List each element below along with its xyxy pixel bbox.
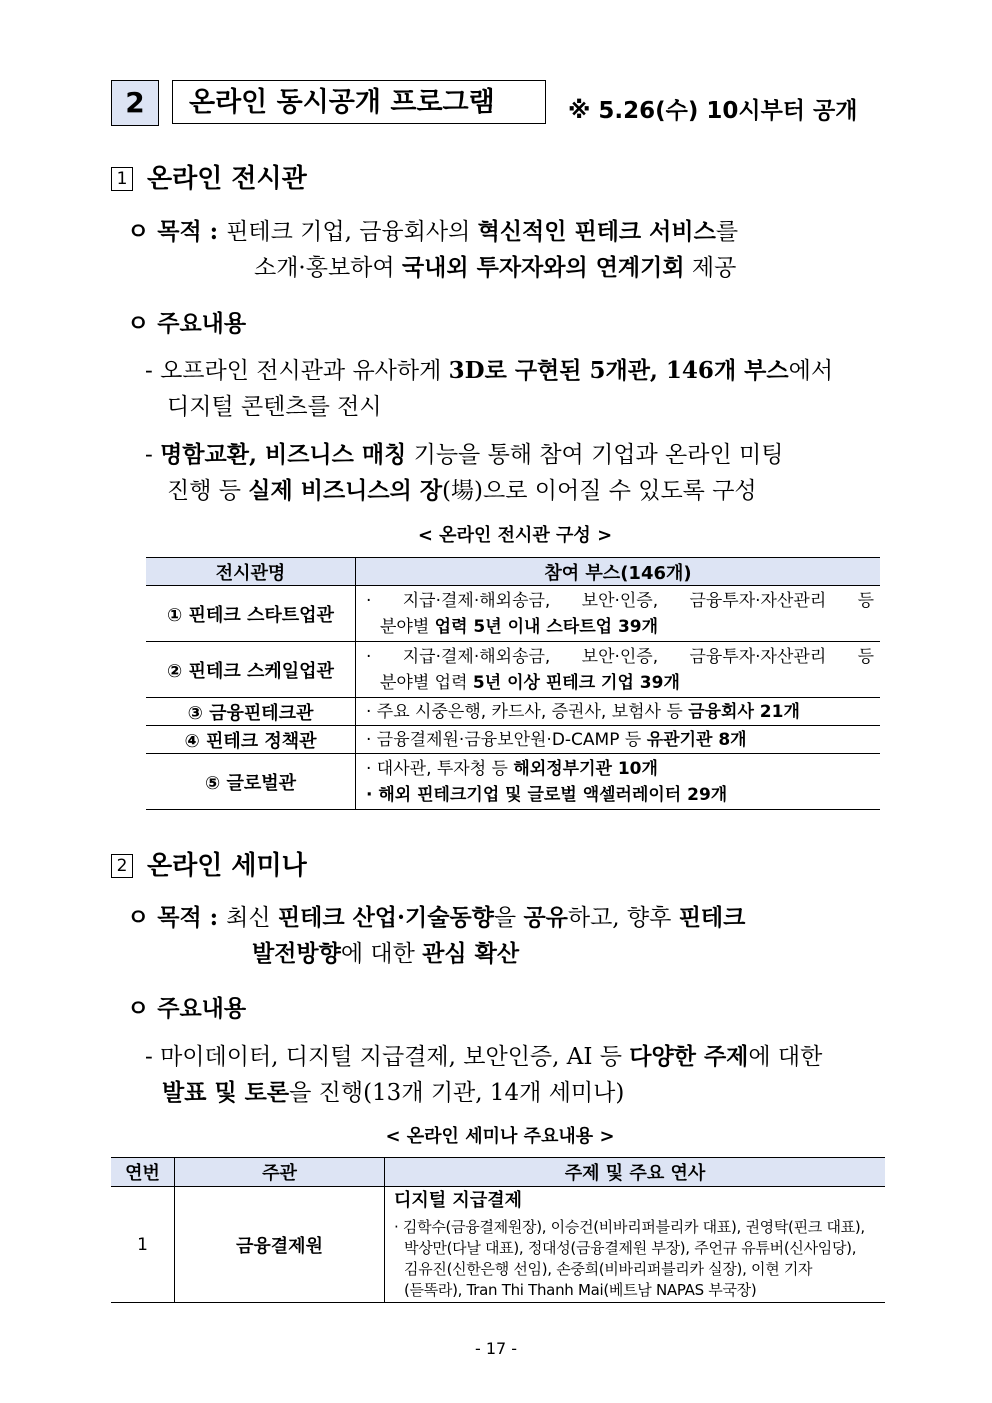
desc-line: · 지급·결제·해외송금, 보안·인증, 금융투자·자산관리 등 [366,590,874,611]
table-row [146,754,880,810]
subsection-number-box: 2 [111,854,133,878]
emphasis-text: 5년 이상 핀테크 기업 39개 [472,672,680,693]
section-number: 2 [125,86,145,119]
subsection-exhibition-heading [111,158,307,195]
subsection-number-box: 1 [111,167,133,191]
emphasis-text: 명함교환, 비즈니스 매칭 [160,441,407,468]
exhibition-purpose-line2 [254,249,736,282]
table-row [146,698,880,726]
exhibition-detail2-line2 [167,472,757,505]
speaker-line: (듣똑라), Tran Thi Thanh Mai(베트남 NAPAS 부국장) [404,1281,757,1299]
text-span: · 대사관, 투자청 등 [366,758,514,779]
desc-line: · 지급·결제·해외송금, 보안·인증, 금융투자·자산관리 등 [366,646,874,667]
table-header-no: 연번 [111,1158,175,1187]
table-row [146,586,880,642]
subsection-title: 온라인 전시관 [147,164,307,194]
seminar-number: 1 [111,1187,175,1303]
text-span: 핀테크 기업, 금융회사의 [226,219,478,245]
speaker-line: · 김학수(금융결제원장), 이승건(비바리퍼블리카 대표), 권영탁(핀크 대표), [394,1218,865,1236]
text-span: 소개·홍보하여 [254,255,402,281]
text-span: 최신 [226,905,278,931]
emphasis-text: 국내외 투자자와의 연계기회 [401,254,685,281]
text-span: (場)으로 이어질 수 있도록 구성 [442,478,757,504]
section-number-box [111,80,159,126]
page-number: - 17 - [474,1339,518,1358]
text-span: 을 [493,905,524,931]
hall-name: ⑤ 글로벌관 [146,754,356,810]
exhibition-detail1-line1 [145,352,833,385]
purpose-label: ㅇ 목적 : [127,904,227,931]
hall-description [356,642,881,698]
text-span: 에 대한 [340,941,423,967]
desc-line [366,756,874,782]
emphasis-text: 다양한 주제 [629,1043,749,1070]
emphasis-text: 업력 5년 이내 스타트업 39개 [434,616,659,637]
subsection-seminar-heading [111,845,307,882]
text-span: 진행 등 [167,478,249,504]
table-row [146,642,880,698]
hall-description [356,726,881,754]
hall-name: ③ 금융핀테크관 [146,698,356,726]
speaker-line: 김유진(신한은행 선임), 손중희(비바리퍼블리카 실장), 이현 기자 [404,1260,813,1278]
seminar-topic: 디지털 지급결제 [394,1190,522,1211]
hall-description [356,698,881,726]
hall-description [356,754,881,810]
seminar-purpose-line2 [252,935,519,968]
text-span: 기능을 통해 참여 기업과 온라인 미팅 [406,442,784,468]
seminar-purpose-line1 [127,899,745,932]
purpose-label: ㅇ 목적 : [127,218,227,245]
table-row [111,1187,885,1303]
hall-name: ④ 핀테크 정책관 [146,726,356,754]
exhibition-detail2-line1 [145,436,783,469]
table-header-hall: 전시관명 [146,558,356,586]
emphasis-text: 3D로 구현된 5개관, 146개 부스 [448,357,789,384]
speaker-line: 박상만(다날 대표), 정대성(금융결제원 부장), 주언규 유튜버(신사임당), [404,1239,857,1257]
section-note: ※ 5.26(수) 10시부터 공개 [568,98,858,124]
text-span: 를 [715,219,739,245]
text-span: 에서 [788,358,834,384]
emphasis-text: 금융회사 21개 [688,701,800,722]
text-span: 에 대한 [748,1044,823,1070]
exhibition-table [146,557,880,810]
text-span: 제공 [684,255,737,281]
table-header-host: 주관 [175,1158,385,1187]
exhibition-purpose-line1 [127,213,738,246]
text-span: 하고, 향후 [567,905,679,931]
seminar-detail1-line2 [162,1074,624,1107]
table-header-topic: 주제 및 주요 연사 [385,1158,886,1187]
seminar-host: 금융결제원 [175,1187,385,1303]
text-span: 을 진행(13개 기관, 14개 세미나) [289,1080,625,1106]
seminar-table-caption: < 온라인 세미나 주요내용 > [385,1126,615,1147]
section-title: 온라인 동시공개 프로그램 [172,80,546,124]
emphasis-text: 공유 [523,904,568,931]
text-span: - [145,442,161,468]
hall-description [356,586,881,642]
emphasis-text: 발표 및 토론 [162,1079,290,1106]
text-span: - 마이데이터, 디지털 지급결제, 보안인증, AI 등 [145,1044,630,1070]
emphasis-text: 발전방향 [252,940,341,967]
emphasis-text: 핀테크 [678,904,746,931]
text-span: - 오프라인 전시관과 유사하게 [145,358,449,384]
text-span: · 금융결제원·금융보안원·D-CAMP 등 [366,729,647,750]
desc-line [366,614,874,640]
text-span: 분야별 [380,616,435,637]
table-row [146,726,880,754]
exhibition-detail1-line2: 디지털 콘텐츠를 전시 [167,394,382,420]
table-header-booths: 참여 부스(146개) [356,558,881,586]
hall-name: ② 핀테크 스케일업관 [146,642,356,698]
text-span: · 주요 시중은행, 카드사, 증권사, 보험사 등 [366,701,689,722]
seminar-content-label: ㅇ 주요내용 [127,995,247,1022]
seminar-topic-cell [385,1187,886,1303]
hall-name: ① 핀테크 스타트업관 [146,586,356,642]
emphasis-text: 유관기관 8개 [646,729,747,750]
text-span: 분야별 업력 [380,672,473,693]
subsection-title: 온라인 세미나 [147,851,307,881]
exhibition-content-label: ㅇ 주요내용 [127,310,247,337]
seminar-table [111,1157,885,1303]
emphasis-text: 관심 확산 [422,940,520,967]
emphasis-text: 실제 비즈니스의 장 [248,477,443,504]
desc-line: · 해외 핀테크기업 및 글로벌 액셀러레이터 29개 [366,784,728,805]
emphasis-text: 핀테크 산업·기술동향 [277,904,494,931]
seminar-detail1-line1 [145,1038,822,1071]
desc-line [366,670,874,696]
exhibition-table-caption: < 온라인 전시관 구성 > [417,525,613,546]
emphasis-text: 해외정부기관 10개 [513,758,658,779]
emphasis-text: 혁신적인 핀테크 서비스 [477,218,716,245]
